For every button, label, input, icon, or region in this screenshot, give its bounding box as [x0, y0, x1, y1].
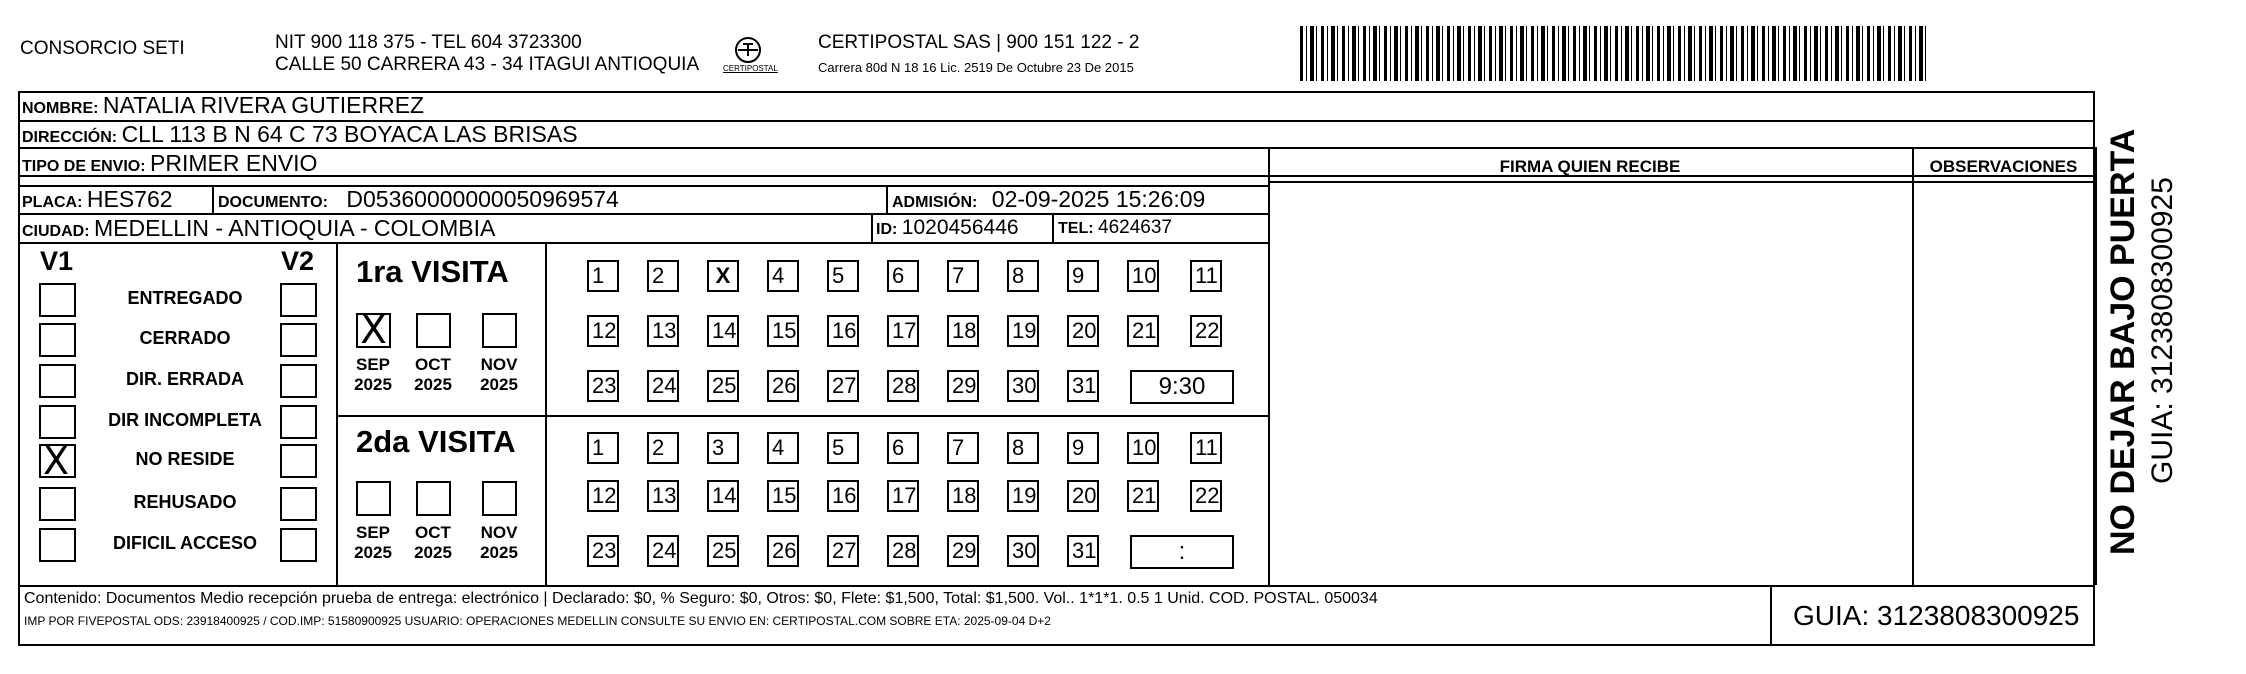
visit2-day-box: 25 [707, 535, 739, 567]
visit1-month-box [482, 313, 517, 348]
footer-imp: IMP POR FIVEPOSTAL ODS: 23918400925 / COD.IMP: 51580900925 USUARIO: OPERACIONES MEDELLIN CONSULTE SU ENVIO EN: CERTIPOSTAL.COM SOBRE ETA: 2025-09-04 D+2 [24, 614, 1051, 628]
license-line: Carrera 80d N 18 16 Lic. 2519 De Octubre 23 De 2015 [818, 60, 1134, 75]
visit1-year-label: 2025 [414, 375, 452, 394]
visit2-day-box: 10 [1127, 432, 1159, 464]
visit2-year-label: 2025 [354, 543, 392, 562]
no-dejar-text: NO DEJAR BAJO PUERTA [2104, 128, 2142, 555]
visit2-day-box: 14 [707, 480, 739, 512]
visit2-day-box: 22 [1190, 480, 1222, 512]
visit1-month-mark: X [360, 308, 387, 353]
nit-line: NIT 900 118 375 - TEL 604 3723300 [275, 32, 582, 53]
nombre-row [22, 92, 424, 122]
visit2-title: 2da VISITA [356, 424, 516, 459]
visit2-day-box: 19 [1007, 480, 1039, 512]
visit2-day-box: 3 [707, 432, 739, 464]
v2-header: V2 [281, 246, 315, 276]
visit1-year-label: 2025 [480, 375, 518, 394]
documento-row [218, 186, 619, 216]
ciudad-row [22, 215, 495, 245]
visit2-day-box: 31 [1067, 535, 1099, 567]
tipo-label: TIPO DE ENVIO: [22, 158, 146, 175]
visit1-day-box: X [707, 260, 739, 292]
visit1-day-box: 7 [947, 260, 979, 292]
v1-checkbox [39, 405, 76, 439]
visit1-time-box: 9:30 [1130, 370, 1234, 404]
visit2-month-label: SEP [355, 523, 391, 542]
visit2-day-box: 30 [1007, 535, 1039, 567]
v1-checkbox [39, 283, 76, 317]
visit1-day-box: 28 [887, 370, 919, 402]
visit2-month-label: OCT [415, 523, 451, 542]
visit2-day-box: 1 [587, 432, 619, 464]
visit1-day-box: 16 [827, 315, 859, 347]
visit1-day-box: 1 [587, 260, 619, 292]
certipostal-logo [723, 34, 778, 78]
visit2-day-box: 7 [947, 432, 979, 464]
visit2-day-box: 17 [887, 480, 919, 512]
visit1-day-box: 18 [947, 315, 979, 347]
visit1-day-box: 25 [707, 370, 739, 402]
visit2-month-label: NOV [480, 523, 518, 542]
visit2-day-box: 15 [767, 480, 799, 512]
v2-checkbox [280, 323, 317, 357]
status-label: CERRADO [139, 328, 231, 348]
visit2-day-box: 21 [1127, 480, 1159, 512]
visit2-day-box: 16 [827, 480, 859, 512]
status-label: DIFICIL ACCESO [112, 533, 257, 553]
id-value: 1020456446 [901, 216, 1019, 239]
visit2-day-box: 29 [947, 535, 979, 567]
v2-checkbox [280, 444, 317, 478]
status-label: DIR INCOMPLETA [108, 410, 262, 430]
direccion-label: DIRECCIÓN: [22, 129, 118, 146]
status-label: REHUSADO [133, 492, 237, 512]
visit1-day-box: 9 [1067, 260, 1099, 292]
nombre-label: NOMBRE: [22, 100, 99, 117]
v2-checkbox [280, 283, 317, 317]
visit1-day-box: 5 [827, 260, 859, 292]
tel-row [1058, 215, 1172, 242]
v1-checkbox [39, 528, 76, 562]
v2-checkbox [280, 487, 317, 521]
visit1-day-box: 15 [767, 315, 799, 347]
side-guia: GUIA: 3123808300925 [2146, 177, 2179, 484]
visit2-day-box: 2 [647, 432, 679, 464]
visit2-day-box: 6 [887, 432, 919, 464]
admision-value: 02-09-2025 15:26:09 [991, 186, 1206, 212]
v1-header: V1 [40, 246, 74, 276]
visit1-title: 1ra VISITA [356, 254, 509, 289]
visit2-day-box: 23 [587, 535, 619, 567]
footer-guia: GUIA: 3123808300925 [1793, 600, 2080, 631]
visit1-day-box: 4 [767, 260, 799, 292]
status-label: ENTREGADO [127, 288, 243, 308]
visit2-day-box: 11 [1190, 432, 1222, 464]
visit2-month-box [356, 481, 391, 516]
visit1-day-box: 22 [1190, 315, 1222, 347]
visit1-day-box: 11 [1190, 260, 1222, 292]
visit1-day-box: 29 [947, 370, 979, 402]
visit1-day-box: 10 [1127, 260, 1159, 292]
nombre-value: NATALIA RIVERA GUTIERREZ [102, 92, 425, 118]
visit2-month-box [416, 481, 451, 516]
visit2-day-box: 20 [1067, 480, 1099, 512]
visit1-day-box: 30 [1007, 370, 1039, 402]
visit2-day-box: 5 [827, 432, 859, 464]
admision-row [892, 186, 1205, 216]
visit2-month-box [482, 481, 517, 516]
footer-contenido: Contenido: Documentos Medio recepción prueba de entrega: electrónico | Declarado: $0, % Seguro: $0, Otros: $0, Flete: $1,500, Total: $1,500. Vol.. 1*1*1. 0.5 1 Unid. COD. POSTAL. 050034 [24, 590, 1378, 607]
ciudad-label: CIUDAD: [22, 223, 90, 240]
visit1-month-label: OCT [415, 355, 451, 374]
observaciones-header: OBSERVACIONES [1929, 157, 2078, 176]
visit2-day-box: 28 [887, 535, 919, 567]
visit1-day-box: 8 [1007, 260, 1039, 292]
tipo-value: PRIMER ENVIO [150, 150, 318, 176]
tipo-row [22, 150, 317, 180]
company-name: CONSORCIO SETI [20, 38, 185, 59]
visit2-day-box: 4 [767, 432, 799, 464]
visit2-day-box: 9 [1067, 432, 1099, 464]
direccion-row [22, 121, 578, 151]
visit1-day-box: 17 [887, 315, 919, 347]
status-label: NO RESIDE [135, 449, 235, 469]
tel-value: 4624637 [1098, 217, 1172, 238]
placa-label: PLACA: [22, 194, 83, 211]
v1-checkbox [39, 364, 76, 398]
placa-value: HES762 [86, 186, 173, 212]
visit1-year-label: 2025 [354, 375, 392, 394]
status-label: DIR. ERRADA [125, 369, 244, 389]
visit1-month-label: SEP [355, 355, 391, 374]
v1-checkbox [39, 487, 76, 521]
visit1-day-box: 24 [647, 370, 679, 402]
visit1-day-box: 20 [1067, 315, 1099, 347]
visit2-day-box: 18 [947, 480, 979, 512]
barcode [1300, 26, 1930, 81]
v1-checkbox [39, 323, 76, 357]
visit1-month-box [416, 313, 451, 348]
visit2-year-label: 2025 [480, 543, 518, 562]
visit2-day-box: 8 [1007, 432, 1039, 464]
visit2-day-box: 13 [647, 480, 679, 512]
v2-checkbox [280, 364, 317, 398]
visit2-day-box: 27 [827, 535, 859, 567]
placa-row [22, 186, 173, 216]
visit2-year-label: 2025 [414, 543, 452, 562]
visit2-time-box: : [1130, 535, 1234, 569]
v2-checkbox [280, 528, 317, 562]
id-row [876, 215, 1019, 243]
visit1-day-box: 6 [887, 260, 919, 292]
visit1-day-box: 26 [767, 370, 799, 402]
visit1-day-box: 21 [1127, 315, 1159, 347]
logo-text: CERTIPOSTAL [723, 64, 778, 73]
v1-check-mark: X [42, 439, 70, 483]
visit1-day-box: 27 [827, 370, 859, 402]
visit1-day-box: 14 [707, 315, 739, 347]
visit1-day-box: 23 [587, 370, 619, 402]
visit1-day-box: 19 [1007, 315, 1039, 347]
certipostal-line: CERTIPOSTAL SAS | 900 151 122 - 2 [818, 32, 1140, 53]
firma-header: FIRMA QUIEN RECIBE [1499, 157, 1681, 176]
documento-label: DOCUMENTO: [218, 194, 328, 211]
visit1-month-label: NOV [480, 355, 518, 374]
v2-checkbox [280, 405, 317, 439]
visit1-day-box: 12 [587, 315, 619, 347]
visit1-day-box: 13 [647, 315, 679, 347]
id-label: ID: [876, 221, 898, 238]
visit2-day-box: 26 [767, 535, 799, 567]
visit2-day-box: 24 [647, 535, 679, 567]
tel-label: TEL: [1058, 220, 1094, 237]
ciudad-value: MEDELLIN - ANTIOQUIA - COLOMBIA [94, 215, 496, 241]
visit1-day-box: 2 [647, 260, 679, 292]
admision-label: ADMISIÓN: [892, 194, 978, 211]
address-line: CALLE 50 CARRERA 43 - 34 ITAGUI ANTIOQUIA [275, 54, 700, 75]
direccion-value: CLL 113 B N 64 C 73 BOYACA LAS BRISAS [121, 121, 578, 147]
visit1-day-box: 31 [1067, 370, 1099, 402]
visit2-day-box: 12 [587, 480, 619, 512]
documento-value: D05360000000050969574 [346, 186, 619, 212]
